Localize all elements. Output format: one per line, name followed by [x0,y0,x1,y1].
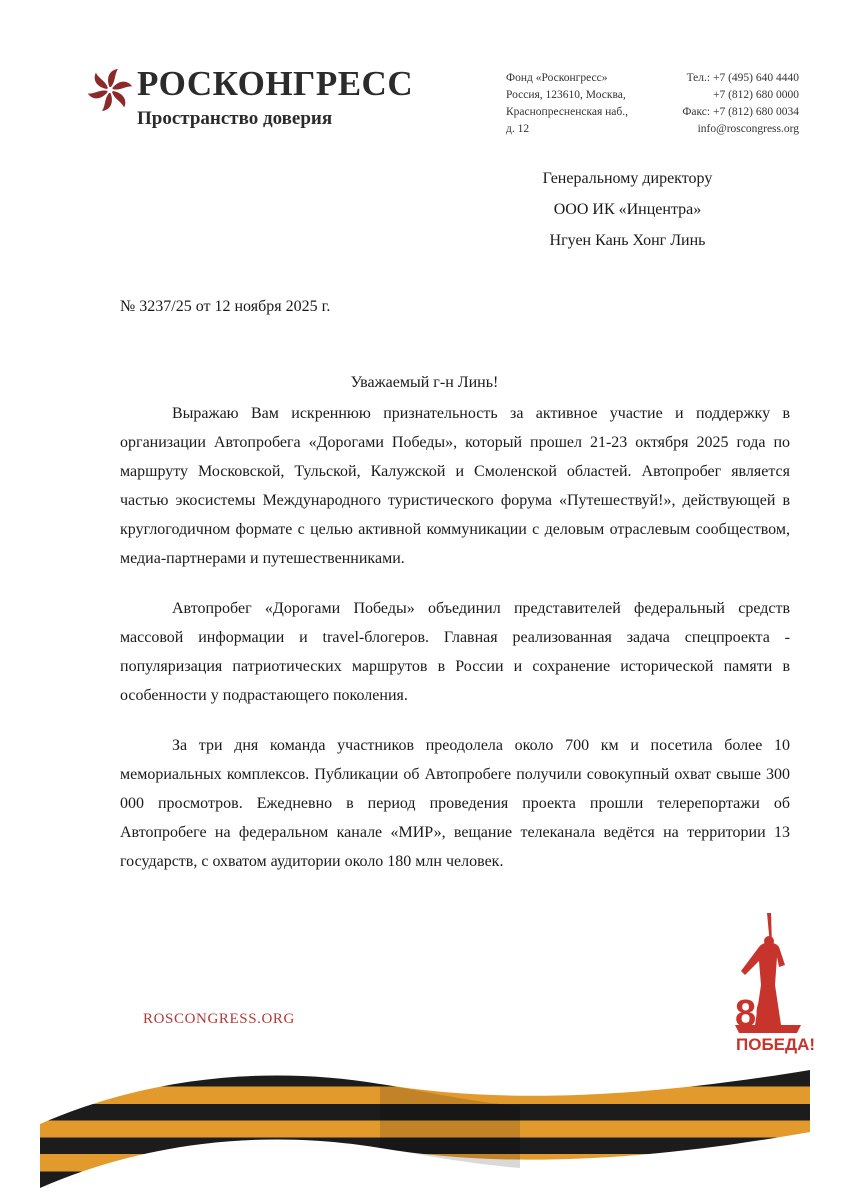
logo-tagline: Пространство доверия [137,108,333,129]
body-paragraph: Выражаю Вам искреннюю признательность за активное участие и поддержку в организации Автопробега «Дорогами Победы», который прошел 21-23 октября 2025 года по маршруту Московской, Тульской, Калужской и Смоленской областей. Автопробег является частью экосистемы Международного туристического форума «Путешествуй!», действующей в круглогодичном формате с целью активной коммуникации с деловым отраслевым сообществом, медиа-партнерами и путешественниками. [120,405,790,567]
roscongress-flower-icon [86,66,134,114]
fax-line: Факс: +7 (812) 680 0034 [682,106,799,118]
addressee-line: Нгуен Кань Хонг Линь [549,232,706,249]
logo-name: РОСКОНГРЕСС [137,64,414,103]
body-paragraph: За три дня команда участников преодолела около 700 км и посетила более 10 мемориальных комплексов. Публикации об Автопробеге получили совокупный охват свыше 300 000 просмотров. Ежедневно в период проведения проекта прошли телерепортажи об Автопробеге на федеральном канале «МИР», вещание телеканала ведётся на территории 13 государств, с охватом аудитории около 180 млн человек. [120,737,790,870]
addressee-line: ООО ИК «Инцентра» [553,201,702,218]
st-george-ribbon [0,1040,849,1200]
greeting: Уважаемый г-н Линь! [350,374,499,391]
sender-address [506,70,628,138]
addressee-line: Генеральному директору [542,170,713,187]
address-line: Фонд «Росконгресс» [506,72,608,84]
address-line: д. 12 [506,123,530,135]
sender-contacts [682,70,799,138]
phone-line: +7 (812) 680 0000 [712,89,799,101]
address-line: Россия, 123610, Москва, [506,89,626,101]
addressee-block [500,163,755,256]
emblem-word: ПОБЕДА! [736,1035,816,1054]
emblem-number: 80 [735,993,776,1035]
address-line: Краснопресненская наб., [506,106,628,118]
website-link[interactable]: ROSCONGRESS.ORG [143,1011,295,1027]
document-number: № 3237/25 от 12 ноября 2025 г. [120,298,331,315]
body-paragraph: Автопробег «Дорогами Победы» объединил представителей федеральный средств массовой информации и travel-блогеров. Главная реализованная задача спецпроекта - популяризация патриотических маршрутов в России и сохранение исторической памяти в особенности у подрастающего поколения. [120,600,790,704]
phone-line: Тел.: +7 (495) 640 4440 [686,72,799,84]
letter-body [120,399,790,897]
email-line[interactable]: info@roscongress.org [697,123,799,135]
